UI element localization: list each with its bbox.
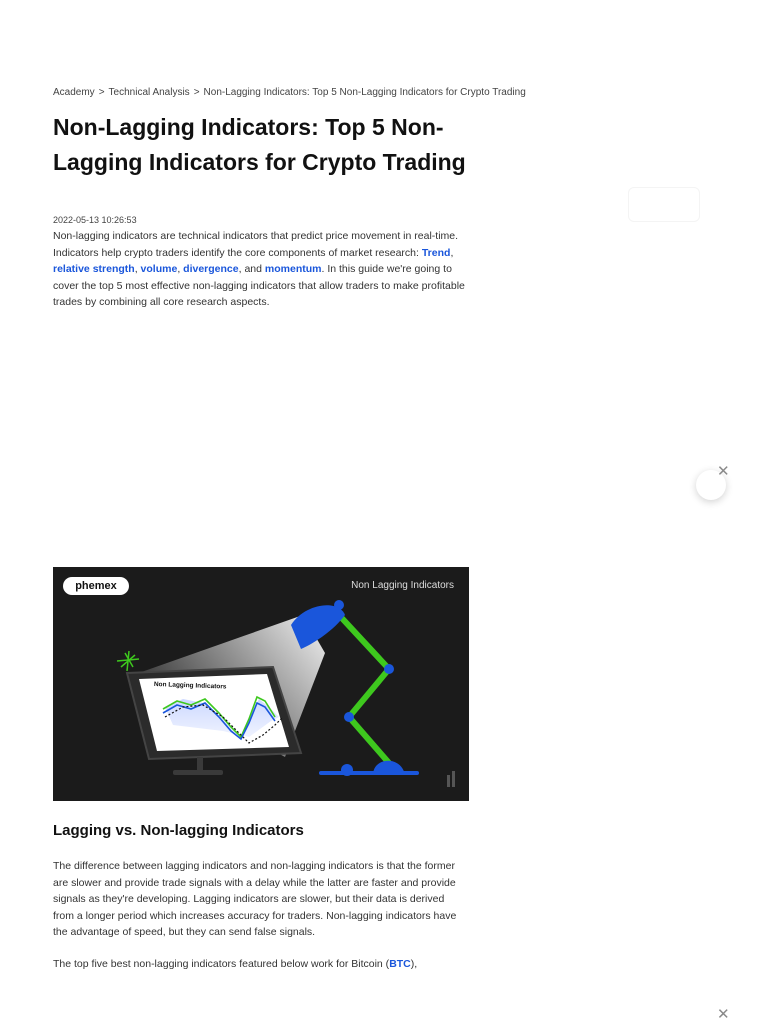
paragraph-text-end: ), bbox=[410, 958, 418, 970]
close-icon[interactable]: ✕ bbox=[717, 463, 730, 480]
intro-separator: , and bbox=[238, 263, 265, 275]
breadcrumb-separator: > bbox=[193, 87, 200, 98]
link-relative-strength[interactable]: relative strength bbox=[53, 263, 135, 275]
breadcrumb bbox=[53, 87, 526, 98]
section-heading: Lagging vs. Non-lagging Indicators bbox=[53, 822, 304, 839]
paragraph-2 bbox=[53, 956, 457, 973]
intro-separator: , bbox=[450, 246, 454, 259]
close-icon[interactable]: ✕ bbox=[717, 1006, 730, 1023]
link-divergence[interactable]: divergence bbox=[183, 263, 239, 275]
monitor-label: Non Lagging Indicators bbox=[153, 681, 227, 691]
phemex-logo: phemex bbox=[63, 577, 129, 595]
intro-separator: , bbox=[134, 263, 141, 275]
breadcrumb-separator: > bbox=[98, 87, 105, 98]
hero-caption: Non Lagging Indicators bbox=[351, 580, 454, 591]
breadcrumb-current-page[interactable]: Non-Lagging Indicators: Top 5 Non-Lagging Indicators for Crypto Trading bbox=[203, 87, 526, 98]
breadcrumb-academy[interactable]: Academy bbox=[53, 87, 95, 98]
sidebar-placeholder bbox=[628, 187, 700, 222]
link-trend[interactable]: Trend bbox=[421, 246, 451, 259]
intro-separator: , bbox=[177, 263, 184, 275]
intro-text-end: . In this guide we're going to cover the top 5 most effective non-lagging indicators that allow traders to make profitable trades by combining all core research aspects. bbox=[53, 263, 465, 308]
link-volume[interactable]: volume bbox=[140, 263, 178, 275]
intro-text: Non-lagging indicators are technical indicators that predict price movement in real-time. Indicators help crypto traders identify the core components of market research: bbox=[53, 230, 459, 259]
hero-illustration bbox=[53, 567, 469, 801]
hero-image bbox=[53, 567, 469, 801]
paragraph-text: The top five best non-lagging indicators featured below work for Bitcoin ( bbox=[53, 958, 390, 970]
article-intro bbox=[53, 228, 469, 311]
publish-date: 2022-05-13 10:26:53 bbox=[53, 215, 137, 225]
breadcrumb-technical-analysis[interactable]: Technical Analysis bbox=[108, 87, 190, 98]
watermark-icon bbox=[447, 771, 455, 787]
sparkle-icon bbox=[117, 651, 139, 671]
link-btc[interactable]: BTC bbox=[389, 958, 411, 970]
link-momentum[interactable]: momentum bbox=[264, 263, 322, 275]
page-title: Non-Lagging Indicators: Top 5 Non-Lagging Indicators for Crypto Trading bbox=[53, 114, 466, 175]
paragraph-1: The difference between lagging indicators and non-lagging indicators is that the former are slower and provide trade signals with a delay while the latter are faster and provide signals as they're developing. Lagging indicators are slower, but their data is derived from a longer period which increases accuracy for traders. Non-lagging indicators have the advantage of speed, but they can send false signals. bbox=[53, 860, 457, 938]
